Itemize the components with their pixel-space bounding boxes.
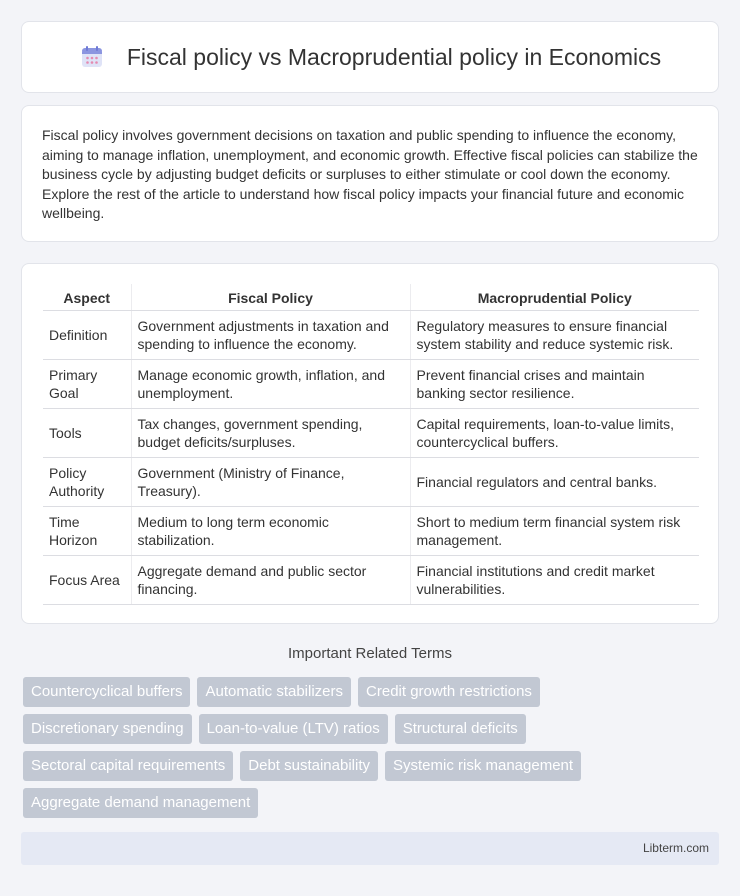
table-row	[43, 310, 699, 359]
footer-site-link[interactable]: Libterm.com	[642, 841, 709, 855]
tag-debt-sustainability[interactable]: Debt sustainability	[240, 751, 378, 781]
row-fiscal: Aggregate demand and public sector financing.	[131, 555, 410, 604]
row-macroprudential: Capital requirements, loan-to-value limits, countercyclical buffers.	[410, 408, 699, 457]
table-row	[43, 506, 699, 555]
row-macroprudential: Financial institutions and credit market vulnerabilities.	[410, 555, 699, 604]
related-terms-list	[23, 677, 723, 825]
tag-aggregate-demand-management[interactable]: Aggregate demand management	[23, 788, 258, 818]
tag-loan-to-value-ratios[interactable]: Loan-to-value (LTV) ratios	[199, 714, 388, 744]
row-macroprudential: Financial regulators and central banks.	[410, 457, 699, 506]
tag-row	[23, 714, 723, 744]
tag-row	[23, 788, 723, 818]
row-aspect: Focus Area	[43, 555, 131, 604]
row-aspect: Definition	[43, 310, 131, 359]
page-title: Fiscal policy vs Macroprudential policy in Economics	[126, 43, 662, 70]
row-fiscal: Medium to long term economic stabilization.	[131, 506, 410, 555]
tag-systemic-risk-management[interactable]: Systemic risk management	[385, 751, 581, 781]
comparison-card	[21, 263, 719, 624]
row-macroprudential: Short to medium term financial system risk management.	[410, 506, 699, 555]
tag-structural-deficits[interactable]: Structural deficits	[395, 714, 526, 744]
row-aspect: Time Horizon	[43, 506, 131, 555]
intro-card	[21, 105, 719, 242]
tag-discretionary-spending[interactable]: Discretionary spending	[23, 714, 192, 744]
row-macroprudential: Regulatory measures to ensure financial system stability and reduce systemic risk.	[410, 310, 699, 359]
row-fiscal: Manage economic growth, inflation, and unemployment.	[131, 359, 410, 408]
footer	[21, 832, 719, 865]
intro-text: Fiscal policy involves government decisions on taxation and public spending to influence the economy, aiming to manage inflation, unemployment, and economic growth. Effective fiscal policies can stabilize the business cycle by adjusting budget deficits or surpluses to either stimulate or cool down the economy. Explore the rest of the article to understand how fiscal policy impacts your financial future and economic wellbeing.	[42, 127, 698, 221]
related-terms-heading: Important Related Terms	[288, 645, 452, 662]
header-aspect: Aspect	[43, 284, 131, 310]
comparison-table	[43, 284, 699, 605]
row-aspect: Primary Goal	[43, 359, 131, 408]
table-row	[43, 555, 699, 604]
row-fiscal: Tax changes, government spending, budget deficits/surpluses.	[131, 408, 410, 457]
row-fiscal: Government adjustments in taxation and spending to influence the economy.	[131, 310, 410, 359]
tag-automatic-stabilizers[interactable]: Automatic stabilizers	[197, 677, 351, 707]
header-macroprudential-policy: Macroprudential Policy	[410, 284, 699, 310]
table-row	[43, 457, 699, 506]
tag-sectoral-capital-requirements[interactable]: Sectoral capital requirements	[23, 751, 233, 781]
calendar-icon	[79, 44, 105, 70]
row-fiscal: Government (Ministry of Finance, Treasury).	[131, 457, 410, 506]
header-fiscal-policy: Fiscal Policy	[131, 284, 410, 310]
tag-credit-growth-restrictions[interactable]: Credit growth restrictions	[358, 677, 540, 707]
tag-row	[23, 677, 723, 707]
tag-countercyclical-buffers[interactable]: Countercyclical buffers	[23, 677, 190, 707]
row-aspect: Policy Authority	[43, 457, 131, 506]
tag-row	[23, 751, 723, 781]
table-row	[43, 408, 699, 457]
table-row	[43, 359, 699, 408]
row-macroprudential: Prevent financial crises and maintain banking sector resilience.	[410, 359, 699, 408]
row-aspect: Tools	[43, 408, 131, 457]
title-card	[21, 21, 719, 93]
table-header-row	[43, 284, 699, 310]
